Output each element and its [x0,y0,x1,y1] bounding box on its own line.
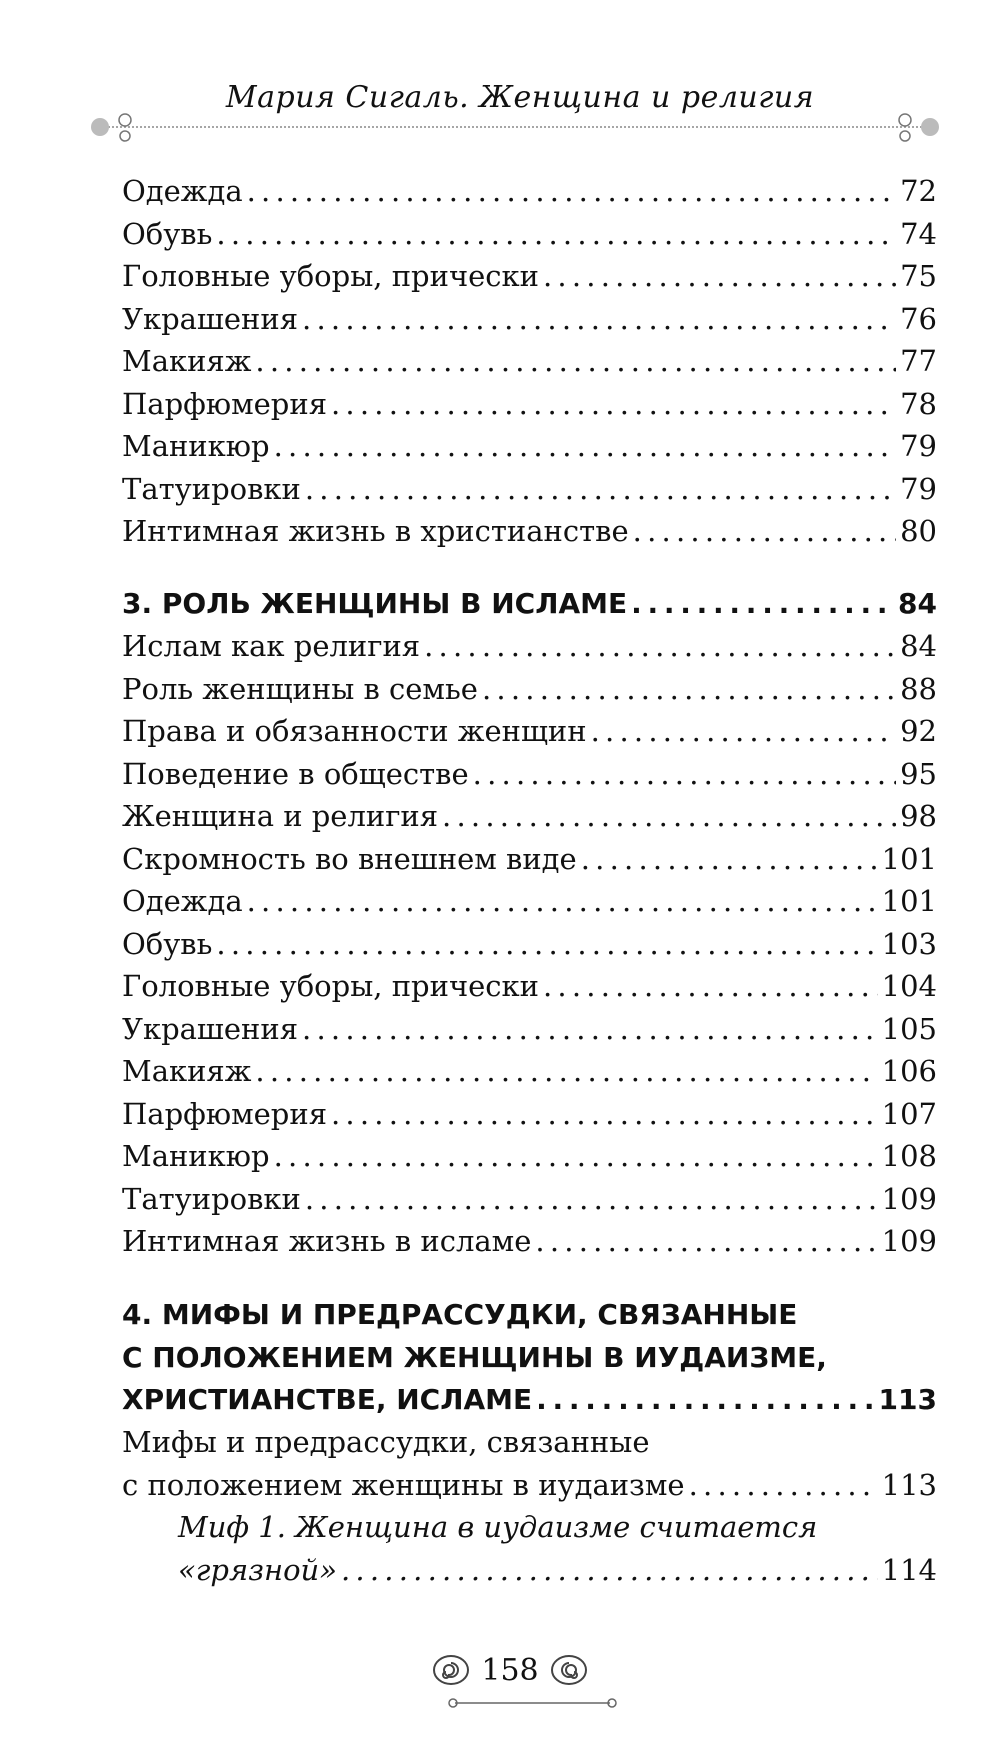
section-heading-line: С ПОЛОЖЕНИЕМ ЖЕНЩИНЫ В ИУДАИЗМЕ, [122,1340,827,1374]
toc-entry-label: Права и обязанности женщин [122,714,587,748]
toc-entry [122,1220,937,1263]
toc-entry [122,1093,937,1136]
section-heading-page: 113 [878,1382,937,1416]
dot-leader [631,583,894,626]
toc-entry [122,1464,937,1507]
toc-entry [122,510,937,553]
dot-leader [689,1464,878,1507]
toc-entry [122,795,937,838]
toc-entry-page: 98 [900,799,937,833]
toc-entry-label: Одежда [122,884,243,918]
toc-entry-label: Ислам как религия [122,629,421,663]
running-head: Мария Сигаль. Женщина и религия [225,80,815,115]
toc-entry [122,298,937,341]
toc-entry-page: 79 [900,429,937,463]
toc-entry [122,625,937,668]
toc-entry-page: 109 [881,1224,937,1258]
dot-leader [473,753,896,796]
toc-entry-label: Головные уборы, прически [122,969,539,1003]
toc-entry-label: Головные уборы, прически [122,259,539,293]
toc-entry-label: Обувь [122,926,213,961]
dot-leader [216,923,877,966]
toc-entry-label: Макияж [122,344,252,378]
dot-leader [305,1178,878,1221]
dot-leader [305,468,896,511]
toc-entry-label: Роль женщины в семье [122,671,478,706]
toc-entry-page: 84 [900,629,937,663]
footer-ornament-group [431,1650,588,1690]
toc-entry [122,710,937,753]
toc-entry [122,1135,937,1178]
toc-entry-page: 74 [900,216,937,251]
toc-subentry-line: Миф 1. Женщина в иудаизме считается [178,1510,818,1544]
toc-entry-label: с положением женщины в иудаизме [122,1467,685,1502]
toc-entry-page: 109 [881,1181,937,1216]
dot-leader [255,1050,877,1093]
toc-entry-page: 103 [881,926,937,961]
dot-leader [424,625,896,668]
toc-entry-page: 76 [900,301,937,336]
footer-ornament-line [445,1695,620,1711]
swirl-ornament-icon [431,1650,471,1690]
dot-leader [331,383,896,426]
toc-entry-page: 92 [900,714,937,748]
page-number: 158 [481,1652,539,1688]
dot-leader [581,838,878,881]
toc-entry-label: Поведение в обществе [122,756,469,791]
toc-entry-label: Макияж [122,1054,252,1088]
toc-entry [122,1050,937,1093]
section-heading-page: 84 [898,586,937,620]
toc-entry [122,838,937,881]
toc-entry-label: Женщина и религия [122,799,439,833]
toc-entry-label: Маникюр [122,429,270,463]
toc-entry-page: 77 [900,344,937,378]
toc-entry-page: 72 [900,174,937,208]
toc-entry-label: Обувь [122,216,213,251]
toc-entry-page: 95 [900,756,937,791]
toc-entry-label: Интимная жизнь в исламе [122,1224,532,1258]
dot-leader [543,965,878,1008]
dot-leader [591,710,897,753]
toc-entry-page: 88 [900,671,937,706]
toc-entry-page: 80 [900,514,937,548]
dot-leader [633,510,896,553]
toc-entry-page: 105 [881,1011,937,1046]
toc-entry-page: 104 [881,969,937,1003]
toc-entry-label: Парфюмерия [122,1096,327,1131]
toc-entry [122,468,937,511]
dot-leader [482,668,896,711]
toc-entry-page: 107 [881,1096,937,1131]
toc-entry-page: 113 [881,1467,937,1502]
dot-leader [247,170,896,213]
toc-entry [122,425,937,468]
page-footer [0,1650,1000,1694]
toc-subentry [122,1549,937,1592]
dot-leader [274,425,897,468]
table-of-contents [122,170,937,1591]
dot-leader [536,1379,874,1422]
dot-leader [302,298,896,341]
toc-entry [122,255,937,298]
toc-entry-label: Украшения [122,301,299,336]
toc-entry [122,880,937,923]
toc-entry-label: Татуировки [122,1181,301,1216]
toc-entry [122,213,937,256]
dot-leader [302,1008,878,1051]
dot-leader [216,213,896,256]
toc-entry-page: 101 [881,841,937,876]
dot-leader [535,1220,877,1263]
toc-entry [122,923,937,966]
toc-entry-label: Татуировки [122,471,301,506]
toc-entry [122,340,937,383]
toc-entry-page: 101 [881,884,937,918]
dot-leader [442,795,896,838]
toc-entry [122,170,937,213]
dot-leader [331,1093,878,1136]
toc-entry-label: Скромность во внешнем виде [122,841,577,876]
toc-entry-page: 106 [881,1054,937,1088]
dot-leader [255,340,896,383]
section-spacer [122,553,937,583]
toc-entry-page: 75 [900,259,937,293]
toc-entry [122,383,937,426]
header-ornament [70,112,960,142]
toc-entry [122,1178,937,1221]
toc-entry-label: Парфюмерия [122,386,327,421]
dot-leader [247,880,878,923]
toc-subentry-label: «грязной» [178,1552,337,1587]
toc-entry-page: 108 [881,1139,937,1173]
toc-entry-label: Интимная жизнь в христианстве [122,514,629,548]
toc-section-heading [122,1379,937,1422]
section-heading-label: 3. РОЛЬ ЖЕНЩИНЫ В ИСЛАМЕ [122,586,628,620]
dot-leader [543,255,896,298]
toc-entry-label: Маникюр [122,1139,270,1173]
dot-leader [341,1549,878,1592]
section-spacer [122,1263,937,1293]
section-heading-line: 4. МИФЫ И ПРЕДРАССУДКИ, СВЯЗАННЫЕ [122,1297,798,1331]
toc-entry-label: Украшения [122,1011,299,1046]
toc-entry [122,965,937,1008]
toc-entry [122,753,937,796]
toc-entry-page: 79 [900,471,937,506]
toc-entry-line: Мифы и предрассудки, связанные [122,1425,650,1459]
toc-subentry-page: 114 [881,1552,937,1587]
toc-entry [122,1008,937,1051]
swirl-ornament-icon [549,1650,589,1690]
toc-section-heading [122,583,937,626]
toc-entry [122,668,937,711]
section-heading-label: ХРИСТИАНСТВЕ, ИСЛАМЕ [122,1382,533,1416]
toc-entry-label: Одежда [122,174,243,208]
toc-entry-page: 78 [900,386,937,421]
dot-leader [274,1135,878,1178]
